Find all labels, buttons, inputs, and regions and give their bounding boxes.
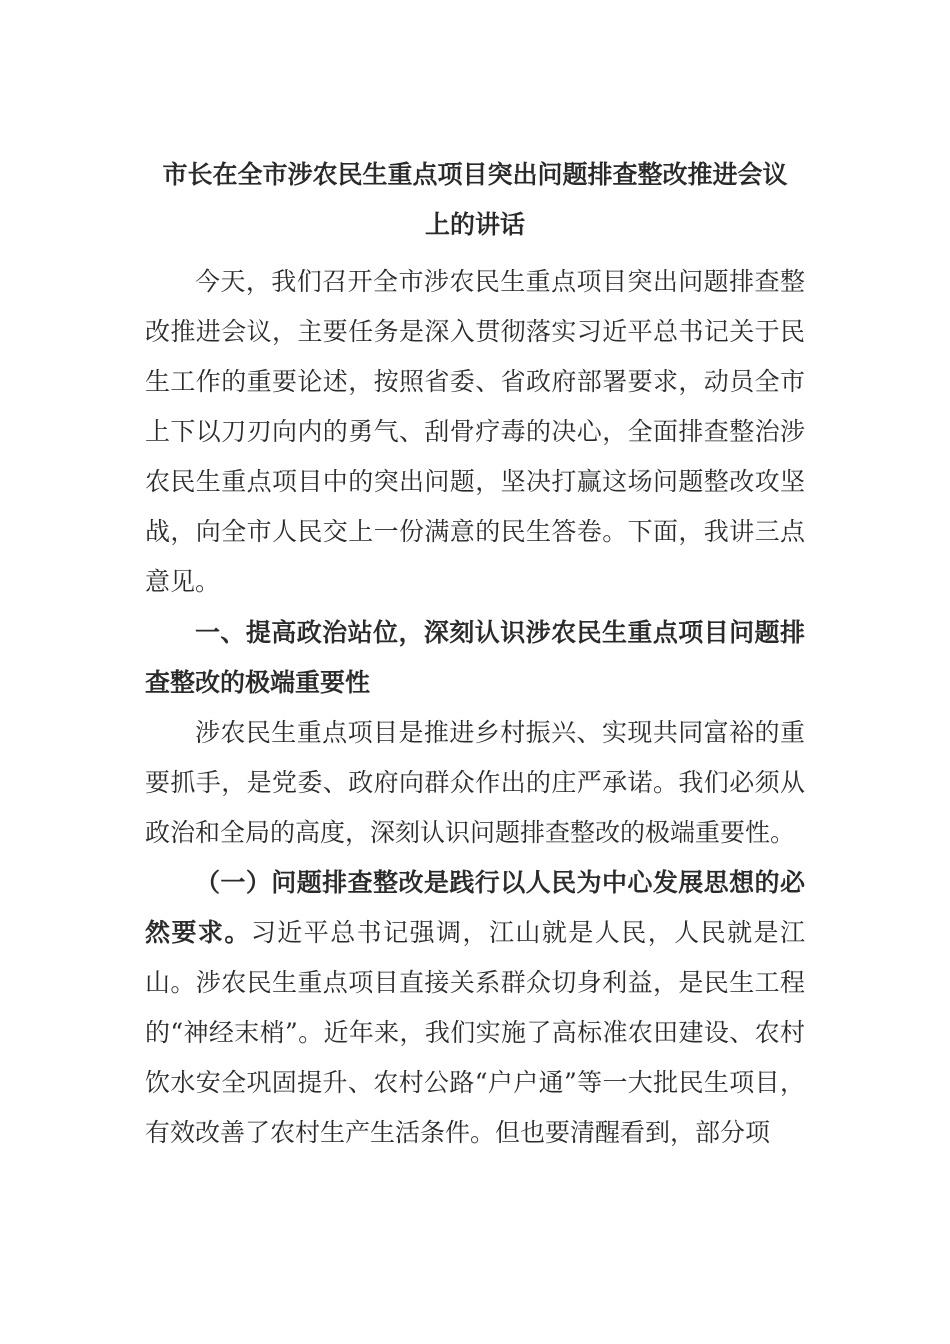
title-line-1: 市长在全市涉农民生重点项目突出问题排查整改推进会议 <box>162 160 788 189</box>
subsection-1-paragraph <box>145 858 805 1158</box>
title-line-2: 上的讲话 <box>424 210 525 239</box>
subsection-1-lead: （一）问题排查整改是践行以人民为中心发展思想的必然要求。 <box>145 868 805 947</box>
section-1-intro-paragraph: 涉农民生重点项目是推进乡村振兴、实现共同富裕的重要抓手，是党委、政府向群众作出的庄严承诺。我们必须从政治和全局的高度，深刻认识问题排查整改的极端重要性。 <box>145 718 805 847</box>
opening-paragraph: 今天，我们召开全市涉农民生重点项目突出问题排查整改推进会议，主要任务是深入贯彻落实习近平总书记关于民生工作的重要论述，按照省委、省政府部署要求，动员全市上下以刀刃向内的勇气、刮骨疗毒的决心，全面排查整治涉农民生重点项目中的突出问题，坚决打赢这场问题整改攻坚战，向全市人民交上一份满意的民生答卷。下面，我讲三点意见。 <box>145 267 805 596</box>
document-title <box>145 150 805 250</box>
document-body <box>145 150 805 1158</box>
subsection-1-body: 习近平总书记强调，江山就是人民，人民就是江山。涉农民生重点项目直接关系群众切身利益，是民生工程的“神经末梢”。近年来，我们实施了高标准农田建设、农村饮水安全巩固提升、农村公路“户户通”等一大批民生项目，有效改善了农村生产生活条件。但也要清醒看到，部分项 <box>145 918 805 1147</box>
section-1-heading: 一、提高政治站位，深刻认识涉农民生重点项目问题排查整改的极端重要性 <box>145 618 805 697</box>
